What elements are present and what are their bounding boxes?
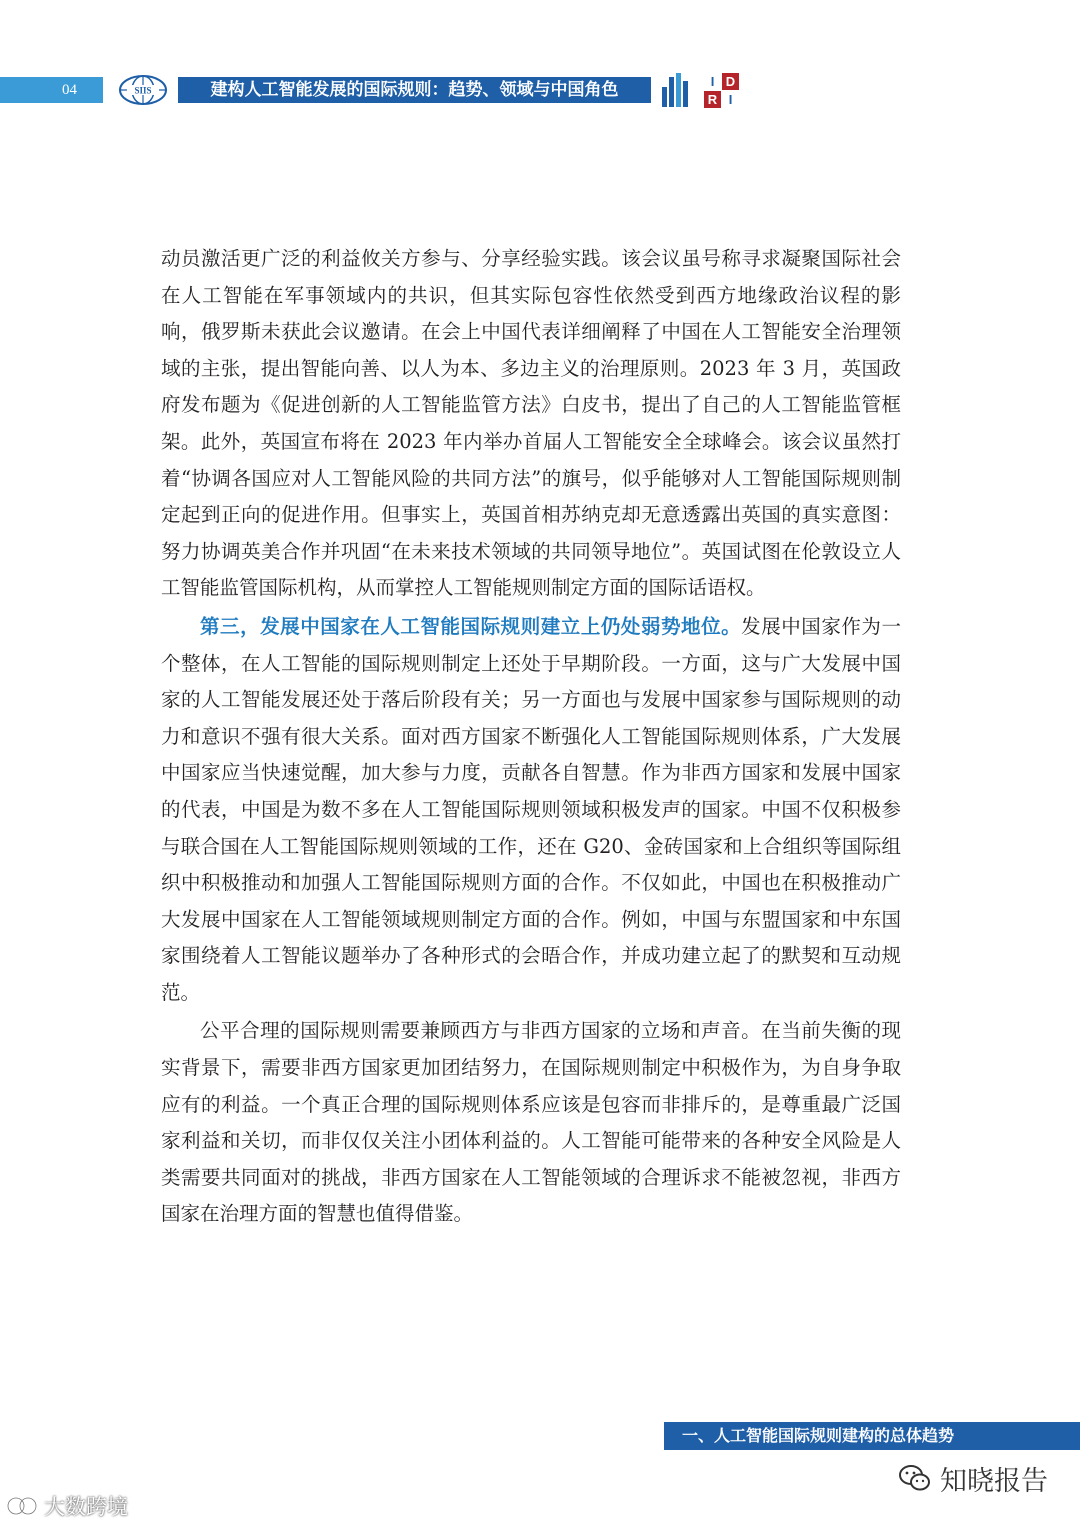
siis-globe-logo — [118, 74, 168, 106]
siis-logo-text: SIIS — [134, 85, 152, 96]
paragraph-2-text: 发展中国家作为一个整体，在人工智能的国际规则制定上还处于早期阶段。一方面，这与广大发展中国家的人工智能发展还处于落后阶段有关；另一方面也与发展中国家参与国际规则的动力和意识不强有很大关系。面对西方国家不断强化人工智能国际规则体系，广大发展中国家应当快速觉醒，加大参与力度，贡献各自智慧。作为非西方国家和发展中国家的代表，中国是为数不多在人工智能国际规则领域积极发声的国家。中国不仅积极参与联合国在人工智能国际规则领域的工作，还在 G20、金砖国家和上合组织等国际组织中积极推动和加强人工智能国际规则方面的合作。不仅如此，中国也在积极推动广大发展中国家在人工智能领域规则制定方面的合作。例如，中国与东盟国家和中东国家围绕着人工智能议题举办了各种形式的会晤合作，并成功建立起了的默契和互动规范。 — [161, 614, 901, 1004]
watermark-left — [6, 1490, 128, 1522]
idri-logo — [704, 73, 740, 109]
idri-letter-2: D — [722, 73, 739, 90]
watermark-right-text: 知晓报告 — [940, 1465, 1048, 1497]
idri-letter-1: I — [710, 74, 715, 89]
watermark-right — [898, 1458, 1048, 1498]
wechat-icon — [898, 1463, 932, 1493]
paragraph-2-emphasis: 第三，发展中国家在人工智能国际规则建立上仍处弱势地位。 — [200, 614, 742, 638]
paragraph-1: 动员激活更广泛的利益攸关方参与、分享经验实践。该会议虽号称寻求凝聚国际社会在人工智能在军事领域内的共识，但其实际包容性依然受到西方地缘政治议程的影响，俄罗斯未获此会议邀请。在会上中国代表详细阐释了中国在人工智能安全治理领域的主张，提出智能向善、以人为本、多边主义的治理原则。2023 年 3 月，英国政府发布题为《促进创新的人工智能监管方法》白皮书，提出了自己的人工智能监管框架。此外，英国宣布将在 2023 年内举办首届人工智能安全全球峰会。该会议虽然打着“协调各国应对人工智能风险的共同方法”的旗号，似乎能够对人工智能国际规则制定起到正向的促进作用。但事实上，英国首相苏纳克却无意透露出英国的真实意图：努力协调英美合作并巩固“在未来技术领域的共同领导地位”。英国试图在伦敦设立人工智能监管国际机构，从而掌控人工智能规则制定方面的国际话语权。 — [161, 247, 901, 600]
header-title: 建构人工智能发展的国际规则：趋势、领域与中国角色 — [210, 80, 619, 100]
idri-letter-3: R — [704, 91, 721, 108]
header-bars-icon — [662, 73, 692, 107]
watermark-left-icon — [6, 1493, 40, 1519]
idri-letter-4: I — [728, 92, 733, 107]
page-number: 04 — [62, 82, 77, 98]
watermark-left-text: 大数跨境 — [44, 1495, 128, 1519]
paragraph-3: 公平合理的国际规则需要兼顾西方与非西方国家的立场和声音。在当前失衡的现实背景下，需要非西方国家更加团结努力，在国际规则制定中积极作为，为自身争取应有的利益。一个真正合理的国际规则体系应该是包容而非排斥的，是尊重最广泛国家利益和关切，而非仅仅关注小团体利益的。人工智能可能带来的各种安全风险是人类需要共同面对的挑战，非西方国家在人工智能领域的合理诉求不能被忽视，非西方国家在治理方面的智慧也值得借鉴。 — [161, 1019, 901, 1226]
article-body — [161, 241, 901, 1235]
paragraph-2 — [161, 609, 901, 1012]
footer-section-title: 一、人工智能国际规则建构的总体趋势 — [682, 1426, 955, 1445]
